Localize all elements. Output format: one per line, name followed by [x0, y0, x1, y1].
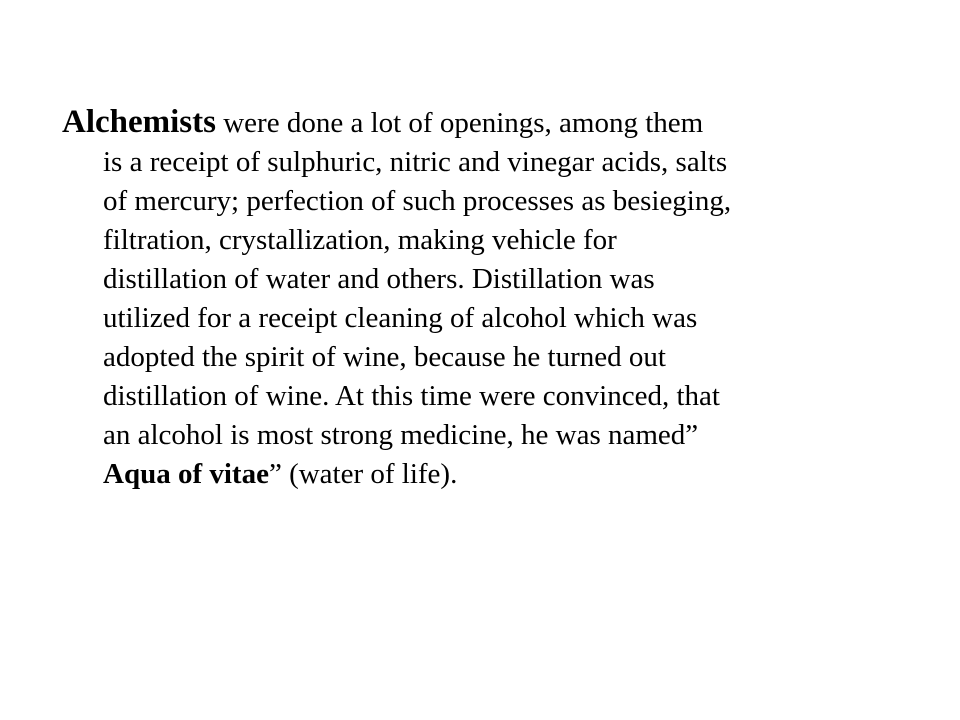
paragraph-line-7: adopted the spirit of wine, because he turned out [103, 341, 666, 373]
paragraph-line-10 [62, 455, 922, 494]
paragraph-line-5: distillation of water and others. Distillation was [103, 263, 655, 295]
paragraph-line-6: utilized for a receipt cleaning of alcohol which was [103, 302, 698, 334]
aqua-vitae-term: Aqua of vitae [103, 458, 269, 490]
lead-word-alchemists: Alchemists [62, 104, 216, 140]
paragraph-line-1 [62, 103, 922, 143]
paragraph-line-9: an alcohol is most strong medicine, he was named” [103, 419, 699, 451]
paragraph-line-4: filtration, crystallization, making vehicle for [103, 224, 617, 256]
line-text: ” (water of life). [268, 458, 458, 490]
body-paragraph [62, 103, 922, 494]
line-text: were done a lot of openings, among them [215, 107, 704, 139]
paragraph-line-2: is a receipt of sulphuric, nitric and vinegar acids, salts [103, 146, 728, 178]
paragraph-line-3: of mercury; perfection of such processes as besieging, [103, 185, 732, 217]
paragraph-line-8: distillation of wine. At this time were convinced, that [103, 380, 720, 412]
